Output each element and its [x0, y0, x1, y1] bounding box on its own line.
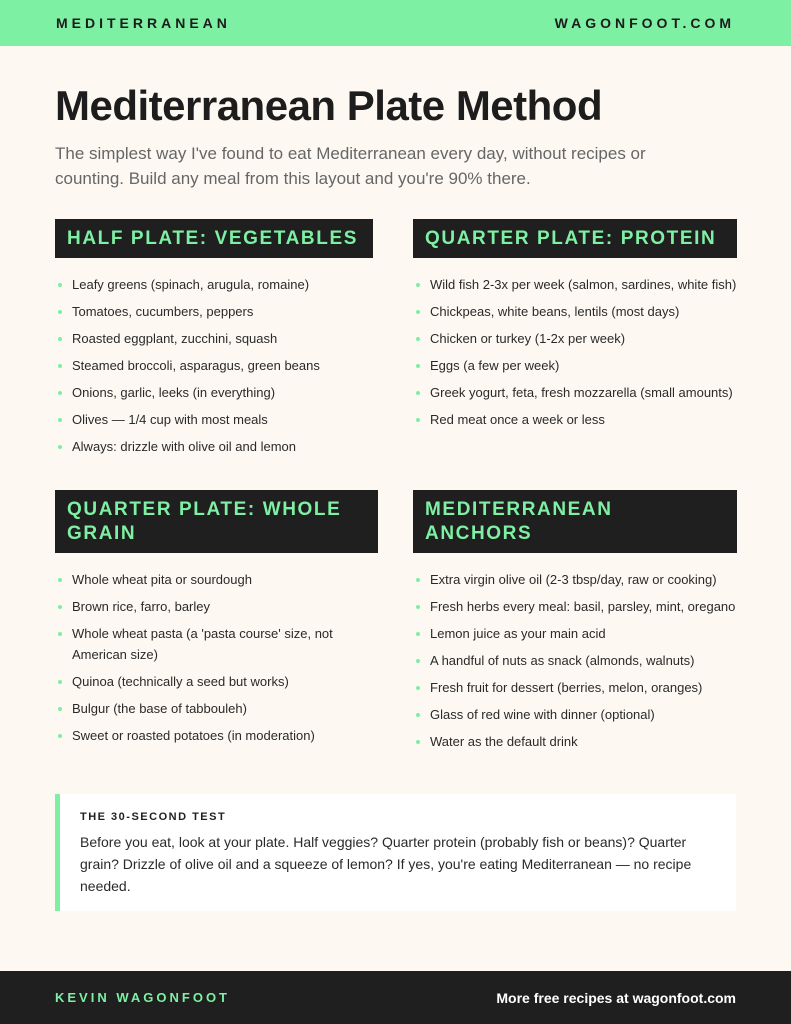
list-item: Glass of red wine with dinner (optional)	[413, 704, 737, 725]
section-heading: QUARTER PLATE: WHOLE GRAIN	[55, 490, 378, 553]
category-label: MEDITERRANEAN	[56, 15, 231, 31]
list-item: Whole wheat pita or sourdough	[55, 569, 378, 590]
list-item: Wild fish 2-3x per week (salmon, sardines, white fish)	[413, 274, 737, 295]
section-heading: MEDITERRANEAN ANCHORS	[413, 490, 737, 553]
list-item: Chicken or turkey (1-2x per week)	[413, 328, 737, 349]
section-heading: HALF PLATE: VEGETABLES	[55, 219, 373, 258]
callout-label: THE 30-SECOND TEST	[80, 811, 227, 823]
list-item: Always: drizzle with olive oil and lemon	[55, 436, 373, 457]
list-item: Whole wheat pasta (a 'pasta course' size, not American size)	[55, 623, 378, 665]
callout-text: Before you eat, look at your plate. Half veggies? Quarter protein (probably fish or beans)? Quarter grain? Drizzle of olive oil and a squeeze of lemon? If yes, you're eating Mediterranean — no recipe needed.	[80, 834, 692, 894]
list-item: Olives — 1/4 cup with most meals	[55, 409, 373, 430]
list-item: Chickpeas, white beans, lentils (most days)	[413, 301, 737, 322]
list-item: Extra virgin olive oil (2-3 tbsp/day, raw or cooking)	[413, 569, 737, 590]
list-item: Brown rice, farro, barley	[55, 596, 378, 617]
list-item: Steamed broccoli, asparagus, green beans	[55, 355, 373, 376]
list-item: Fresh fruit for dessert (berries, melon, oranges)	[413, 677, 737, 698]
list-item: Tomatoes, cucumbers, peppers	[55, 301, 373, 322]
site-link[interactable]: WAGONFOOT.COM	[554, 15, 735, 31]
item-list	[413, 569, 737, 752]
top-bar	[0, 0, 791, 46]
footer-author: KEVIN WAGONFOOT	[55, 990, 230, 1005]
list-item: A handful of nuts as snack (almonds, walnuts)	[413, 650, 737, 671]
section-anchors	[413, 490, 737, 758]
callout-box	[55, 794, 736, 911]
list-item: Leafy greens (spinach, arugula, romaine)	[55, 274, 373, 295]
item-list	[55, 569, 378, 746]
section-protein	[413, 219, 737, 436]
item-list	[413, 274, 737, 430]
footer-link[interactable]: More free recipes at wagonfoot.com	[496, 989, 736, 1006]
list-item: Roasted eggplant, zucchini, squash	[55, 328, 373, 349]
list-item: Red meat once a week or less	[413, 409, 737, 430]
section-grain	[55, 490, 378, 752]
item-list	[55, 274, 373, 457]
list-item: Sweet or roasted potatoes (in moderation)	[55, 725, 378, 746]
section-heading: QUARTER PLATE: PROTEIN	[413, 219, 737, 258]
page-subtitle: The simplest way I've found to eat Mediterranean every day, without recipes or counting. Build any meal from this layout and you're 90% there.	[55, 144, 646, 188]
section-vegetables	[55, 219, 373, 463]
list-item: Water as the default drink	[413, 731, 737, 752]
list-item: Onions, garlic, leeks (in everything)	[55, 382, 373, 403]
list-item: Quinoa (technically a seed but works)	[55, 671, 378, 692]
footer	[0, 971, 791, 1024]
list-item: Bulgur (the base of tabbouleh)	[55, 698, 378, 719]
list-item: Lemon juice as your main acid	[413, 623, 737, 644]
list-item: Greek yogurt, feta, fresh mozzarella (small amounts)	[413, 382, 737, 403]
list-item: Eggs (a few per week)	[413, 355, 737, 376]
page-title: Mediterranean Plate Method	[55, 82, 603, 129]
list-item: Fresh herbs every meal: basil, parsley, mint, oregano	[413, 596, 737, 617]
